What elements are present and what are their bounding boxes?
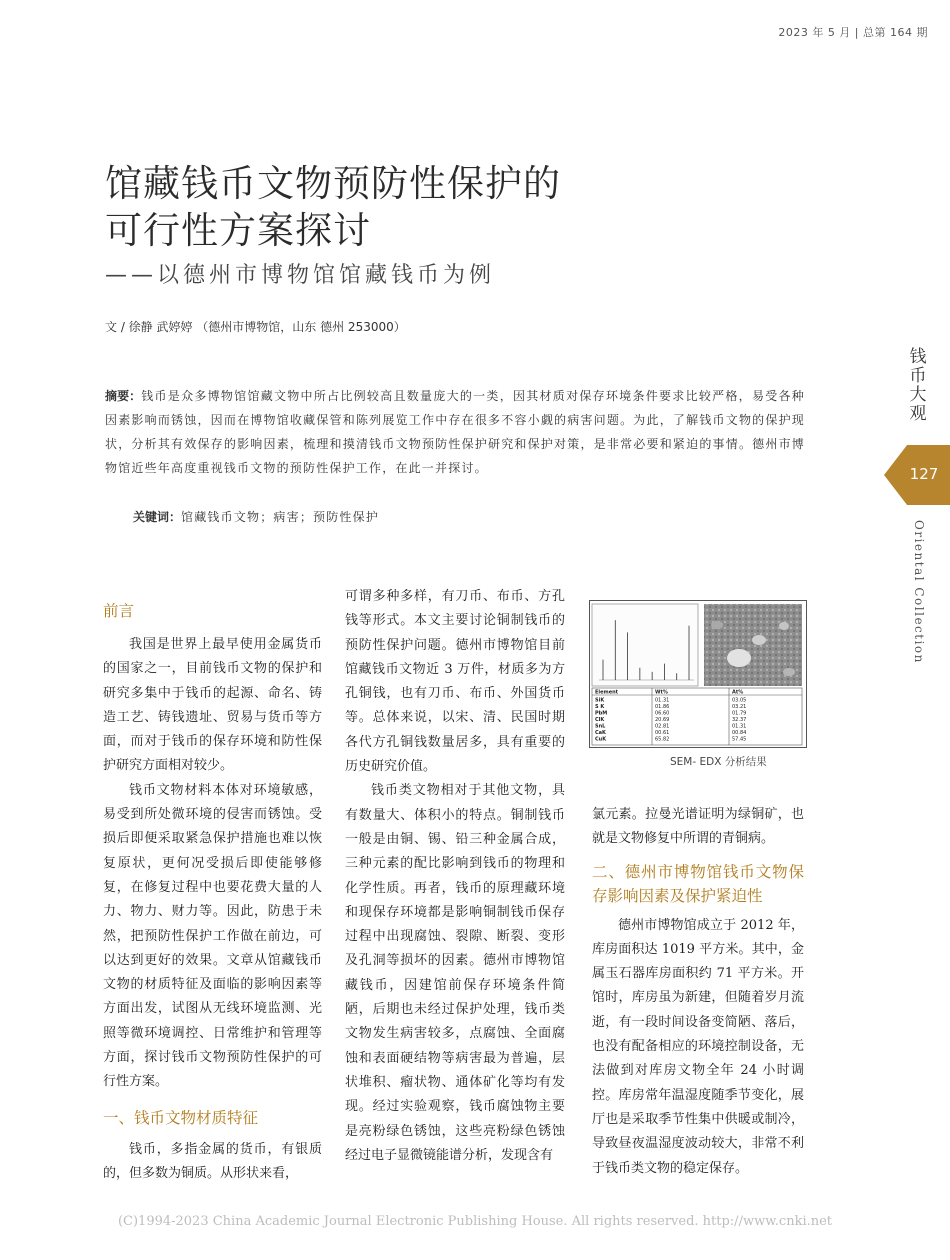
preface-paragraph-1: 我国是世界上最早使用金属货币的国家之一，目前钱币文物的保护和研究多集中于钱币的起源、命名、铸造工艺、铸钱遗址、贸易与货币等方面，而对于钱币的保存环境和防性保护研究方面相对较少。: [103, 637, 322, 774]
issue-info: 2023 年 5 月 | 总第 164 期: [778, 26, 928, 39]
table-cell: 01.31: [732, 723, 747, 730]
copyright-footer: (C)1994-2023 China Academic Journal Electronic Publishing House. All rights reserved. http://www.cnki.net: [117, 1214, 833, 1229]
article-title: [105, 160, 725, 254]
table-cell: 20.69: [655, 717, 670, 723]
preface-paragraph-2: 钱币文物材料本体对环境敏感，易受到所处微环境的侵害而锈蚀。受损后即便采取紧急保护措施也难以恢复原状，更何况受损后即使能够修复，在修复过程中也要花费大量的人力、物力、财力等。因此，防患于未然，把预防性保护工作做在前边，可以达到更好的效果。文章从馆藏钱币文物的材质特征及面临的影响因素等方面出发，试图从无线环境监测、光照等微环境调控、日常维护和管理等方面，探讨钱币文物预防性保护的可行性方案。: [103, 782, 322, 1090]
column-2: [345, 585, 565, 1168]
column-1: [103, 633, 322, 1095]
section-1-heading: 一、钱币文物材质特征: [103, 1109, 259, 1127]
section-1-paragraph-2-cont: 氯元素。拉曼光谱证明为绿铜矿，也就是文物修复中所谓的青铜病。: [592, 807, 804, 847]
table-cell: 32.37: [732, 717, 747, 723]
table-header-at: At%: [732, 689, 744, 696]
table-cell: 01.86: [655, 704, 670, 710]
column-3: [592, 803, 804, 1181]
preface-heading: 前言: [103, 602, 135, 620]
table-cell: 65.82: [655, 736, 670, 743]
section-1-start: [103, 1138, 322, 1187]
column-title: 钱币大观: [909, 347, 927, 424]
table-cell: PbM: [595, 710, 608, 717]
sem-edx-figure: [589, 600, 807, 748]
abstract: [105, 384, 805, 480]
spectrum-chart: [592, 604, 698, 686]
table-cell: SiK: [595, 697, 605, 704]
composition-table: [592, 688, 802, 745]
table-cell: 57.45: [732, 736, 747, 743]
keywords-text: 馆藏钱币文物；病害；预防性保护: [181, 510, 380, 524]
table-cell: 03.21: [732, 704, 747, 710]
table-cell: ClK: [595, 717, 605, 723]
table-cell: 02.81: [655, 723, 670, 730]
keywords-label: 关键词：: [133, 510, 182, 524]
title-line-2: 可行性方案探讨: [105, 209, 371, 252]
table-cell: S K: [595, 704, 605, 710]
article-subtitle: ——以德州市博物馆馆藏钱币为例: [105, 263, 496, 288]
table-cell: CuK: [595, 736, 607, 743]
section-1-paragraph-2: 钱币类文物相对于其他文物，具有数量大、体积小的特点。铜制钱币一般是由铜、锡、铅三种金属合成，三种元素的配比影响到钱币的物理和化学性质。再者，钱币的原理藏环境和现保存环境都是影响铜制钱币保存过程中出现腐蚀、裂隙、断裂、变形及孔洞等损坏的因素。德州市博物馆藏钱币，因建馆前保存环境条件简陋，后期也未经过保护处理，钱币类文物发生病害较多，点腐蚀、全面腐蚀和表面硬结物等病害最为普遍，层状堆积、瘤状物、通体矿化等均有发现。经过实验观察，钱币腐蚀物主要是亮粉绿色锈蚀，这些亮粉绿色锈蚀经过电子显微镜能谱分析，发现含有: [345, 783, 565, 1163]
table-cell: 01.79: [732, 710, 747, 717]
table-header-element: Element: [595, 689, 619, 696]
table-cell: 03.05: [732, 697, 747, 704]
section-1-paragraph-1-cont: 可谓多种多样，有刀币、布币、方孔钱等形式。本文主要讨论铜制钱币的预防性保护问题。德州市博物馆目前馆藏钱币文物近 3 万件，材质多为方孔铜钱，也有刀币、布币、外国货币等。总体来说，以宋、清、民国时期各代方孔铜钱数量居多，具有重要的历史研究价值。: [345, 589, 565, 775]
section-2-heading: 二、德州市博物馆钱币文物保存影响因素及保护紧迫性: [592, 862, 804, 905]
title-line-1: 馆藏钱币文物预防性保护的: [105, 162, 561, 205]
page-number: 127: [909, 465, 939, 483]
figure-caption: SEM- EDX 分析结果: [670, 756, 767, 768]
abstract-label: 摘要：: [105, 389, 142, 403]
table-cell: CaK: [595, 730, 606, 736]
table-header-wt: Wt%: [655, 689, 668, 696]
section-1-paragraph-1-start: 钱币，多指金属的货币，有银质的，但多数为铜质。从形状来看，: [103, 1142, 322, 1182]
table-cell: 00.84: [732, 730, 747, 736]
table-cell: SnL: [595, 723, 606, 730]
abstract-text: 钱币是众多博物馆馆藏文物中所占比例较高且数量庞大的一类，因其材质对保存环境条件要求比较严格，易受各种因素影响而锈蚀，因而在博物馆收藏保管和陈列展览工作中存在很多不容小觑的病害问题。为此，了解钱币文物的保护现状，分析其有效保存的影响因素，梳理和摸清钱币文物预防性保护研究和保护对策，是非常必要和紧迫的事情。德州市博物馆近些年高度重视钱币文物的预防性保护工作，在此一并探讨。: [105, 389, 805, 475]
keywords: [133, 508, 379, 525]
table-cell: 00.61: [655, 730, 670, 736]
authors: 文 / 徐静 武婷婷 （德州市博物馆，山东 德州 253000）: [105, 320, 406, 334]
sem-micrograph: [704, 604, 802, 686]
table-cell: 01.31: [655, 697, 670, 704]
journal-english-title: Oriental Collection: [912, 520, 926, 664]
section-2-paragraph-1: 德州市博物馆成立于 2012 年，库房面积达 1019 平方米。其中，金属玉石器库房面积约 71 平方米。开馆时，库房虽为新建，但随着岁月流逝，有一段时间设备变简陋、落后，也没有配备相应的环境控制设备，无法做到对库房文物全年 24 小时调控。库房常年温湿度随季节变化，展厅也是采取季节性集中供暖或制冷，导致昼夜温湿度波动较大，非常不利于钱币类文物的稳定保存。: [592, 917, 804, 1176]
table-cell: 06.60: [655, 710, 670, 717]
